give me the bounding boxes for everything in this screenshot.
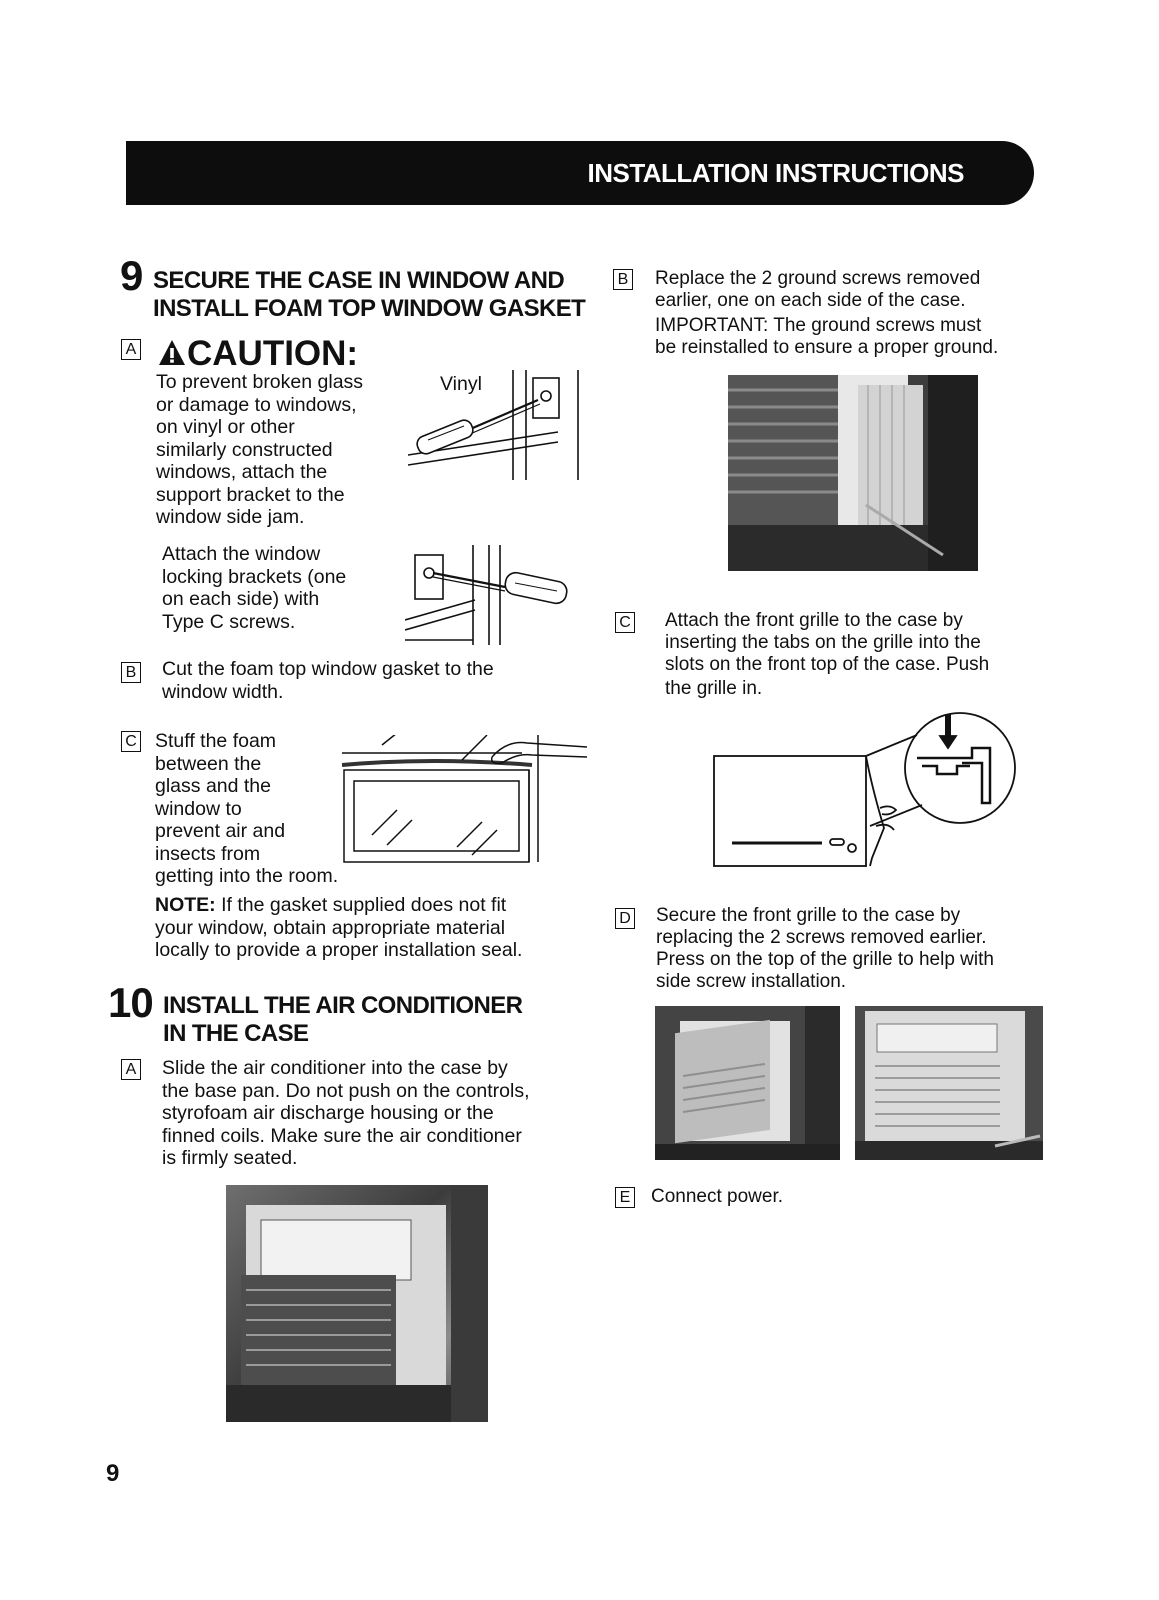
locking-bracket-illustration xyxy=(405,545,590,655)
step-10-title-line-1: INSTALL THE AIR CONDITIONER xyxy=(163,992,523,1019)
step-10-d-text xyxy=(656,905,994,993)
step-9-c-line: Stuff the foam xyxy=(155,730,277,752)
step-9-c-line: between the xyxy=(155,752,262,775)
attach-line: on each side) with xyxy=(162,588,320,610)
step-10-a-line: Slide the air conditioner into the case by xyxy=(162,1057,508,1079)
step-10-a-line: finned coils. Make sure the air conditioner xyxy=(162,1124,522,1147)
grille-install-photo-1 xyxy=(655,1006,840,1160)
warning-icon xyxy=(157,338,187,368)
attach-line: Type C screws. xyxy=(162,610,296,633)
step-10-b-line: Replace the 2 ground screws removed xyxy=(655,268,981,289)
caution-line: similarly constructed xyxy=(156,438,333,461)
step-9-title-line-2: INSTALL FOAM TOP WINDOW GASKET xyxy=(153,295,586,322)
step-9-b-line: Cut the foam top window gasket to the xyxy=(162,658,494,680)
note-line: your window, obtain appropriate material xyxy=(155,916,506,939)
step-9-note xyxy=(155,894,522,962)
step-9-number: 9 xyxy=(120,252,143,299)
attach-line: Attach the window xyxy=(162,543,321,565)
step-9-c-line: window to xyxy=(155,797,242,820)
step-10-a-line: styrofoam air discharge housing or the xyxy=(162,1102,494,1124)
note-line: locally to provide a proper installation seal. xyxy=(155,939,523,961)
step-9-c-line: insects from xyxy=(155,842,261,865)
caution-line: window side jam. xyxy=(156,506,305,528)
note-label: NOTE: xyxy=(155,894,216,916)
step-10-a-text xyxy=(162,1057,530,1170)
caution-heading xyxy=(157,336,358,371)
caution-line: on vinyl or other xyxy=(156,416,295,438)
slide-unit-photo xyxy=(226,1185,488,1422)
step-10-title-line-2: IN THE CASE xyxy=(163,1020,309,1047)
step-10-d-line: Secure the front grille to the case by xyxy=(656,905,961,926)
front-grille-illustration xyxy=(712,708,1022,868)
vinyl-bracket-illustration xyxy=(408,370,593,485)
caution-line: or damage to windows, xyxy=(156,393,357,416)
step-10-title xyxy=(163,992,522,1048)
step-10-c-line: inserting the tabs on the grille into the xyxy=(665,632,981,653)
step-9-c-text xyxy=(155,730,338,888)
header-bar xyxy=(126,141,1034,205)
step-9-b-line: window width. xyxy=(162,680,284,703)
step-9-marker-b: B xyxy=(121,662,141,683)
step-9-c-line: prevent air and xyxy=(155,820,286,842)
attach-brackets-text xyxy=(162,543,397,633)
step-10-c-line: Attach the front grille to the case by xyxy=(665,610,963,631)
step-10-marker-e: E xyxy=(615,1187,635,1208)
step-10-a-line: is firmly seated. xyxy=(162,1147,298,1169)
step-9-title xyxy=(153,267,585,323)
caution-text xyxy=(156,371,411,529)
step-9-b-text xyxy=(162,658,494,703)
step-10-marker-c: C xyxy=(615,612,635,633)
step-10-b-text xyxy=(655,268,998,359)
attach-line: locking brackets (one xyxy=(162,565,347,588)
note-line: If the gasket supplied does not fit xyxy=(215,894,507,916)
grille-install-photo-2 xyxy=(855,1006,1043,1160)
step-10-marker-a: A xyxy=(121,1059,141,1080)
step-10-c-line: slots on the front top of the case. Push xyxy=(665,654,990,675)
step-9-c-line: getting into the room. xyxy=(155,865,339,887)
step-10-d-line: side screw installation. xyxy=(656,971,847,992)
step-10-b-line: be reinstalled to ensure a proper ground. xyxy=(655,337,999,358)
vinyl-label: Vinyl xyxy=(440,373,482,395)
section-title: INSTALLATION INSTRUCTIONS xyxy=(587,158,964,188)
step-10-c-text xyxy=(665,610,989,700)
step-9-marker-c: C xyxy=(121,731,141,752)
caution-label: CAUTION: xyxy=(187,334,359,373)
step-10-d-line: replacing the 2 screws removed earlier. xyxy=(656,927,987,948)
step-9-marker-a: A xyxy=(121,339,141,360)
step-10-marker-d: D xyxy=(615,908,635,929)
ground-screw-photo xyxy=(728,375,978,571)
step-10-c-line: the grille in. xyxy=(665,678,763,699)
caution-line: support bracket to the xyxy=(156,483,345,506)
page-number: 9 xyxy=(106,1460,120,1487)
connect-power-text: Connect power. xyxy=(651,1186,784,1207)
step-10-number: 10 xyxy=(108,979,153,1026)
step-10-d-line: Press on the top of the grille to help with xyxy=(656,949,994,970)
step-10-marker-b: B xyxy=(613,269,633,290)
foam-gasket-illustration xyxy=(342,735,597,865)
step-10-a-line: the base pan. Do not push on the controls, xyxy=(162,1079,530,1102)
caution-line: To prevent broken glass xyxy=(156,371,364,393)
step-9-c-line: glass and the xyxy=(155,775,272,797)
step-10-b-line: earlier, one on each side of the case. xyxy=(655,290,966,311)
step-10-b-line: IMPORTANT: The ground screws must xyxy=(655,315,982,336)
caution-line: windows, attach the xyxy=(156,461,328,483)
step-9-title-line-1: SECURE THE CASE IN WINDOW AND xyxy=(153,267,565,294)
